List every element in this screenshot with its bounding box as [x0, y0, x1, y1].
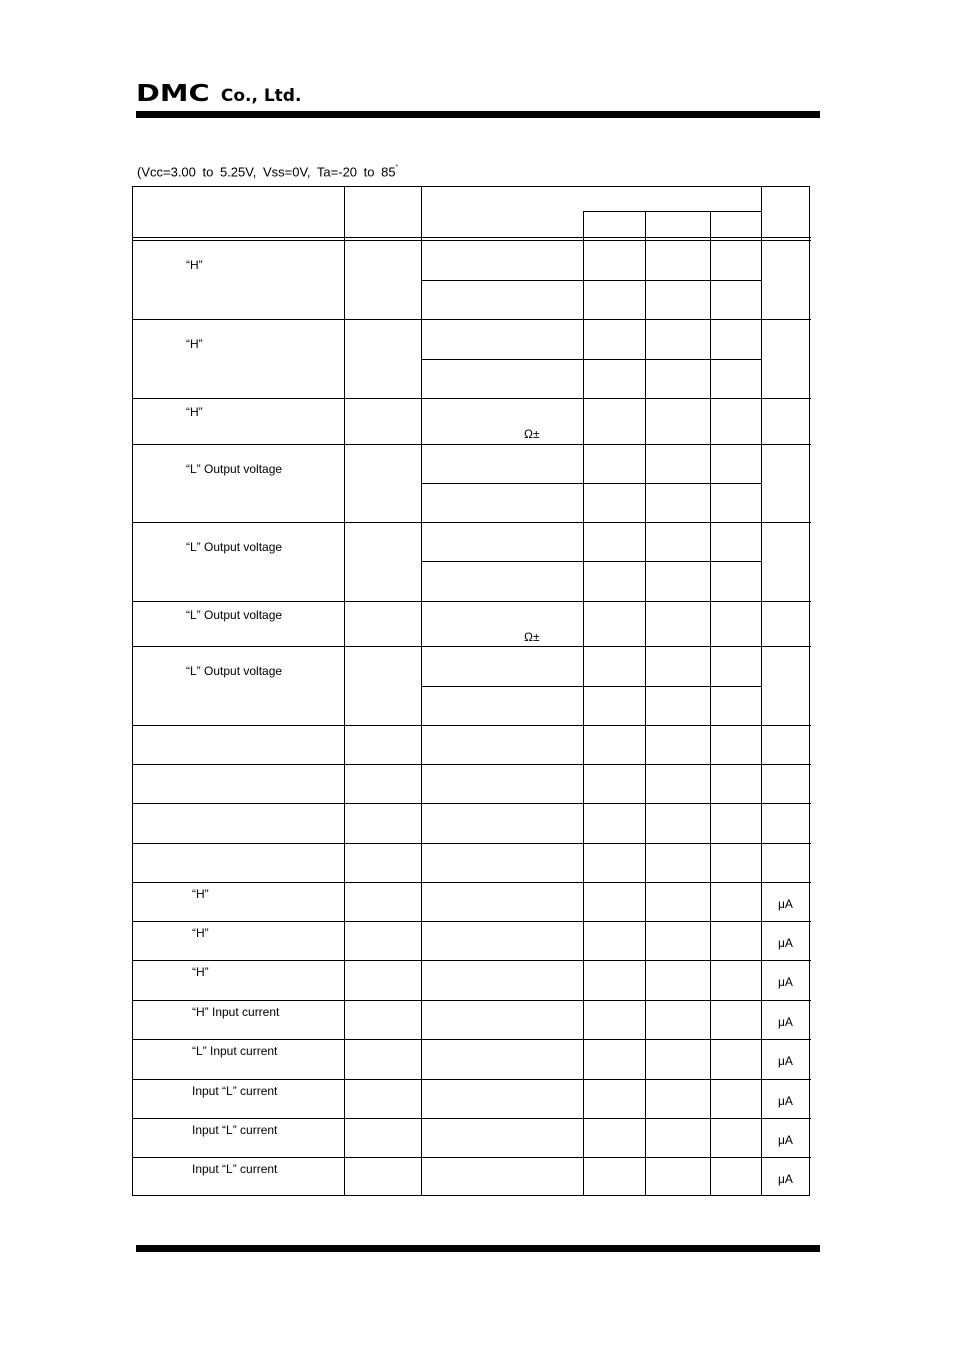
sub-row-divider: [421, 359, 762, 360]
row-divider: [132, 960, 811, 961]
row-divider: [132, 764, 811, 765]
parameter-label: “H”: [186, 337, 203, 351]
row-divider: [132, 843, 811, 844]
sub-row-divider: [421, 483, 762, 484]
unit-label: μA: [778, 1133, 793, 1147]
test-conditions-text: (Vcc=3.00 to 5.25V, Vss=0V, Ta=-20 to 85: [137, 164, 396, 180]
parameter-label: “H”: [186, 258, 203, 272]
unit-label: μA: [778, 1015, 793, 1029]
unit-label: μA: [778, 975, 793, 989]
parameter-label: “L” Output voltage: [186, 462, 283, 476]
row-divider: [132, 1039, 811, 1040]
parameter-label: “H”: [192, 887, 209, 901]
parameter-label: “L” Output voltage: [186, 664, 283, 678]
row-divider: [132, 921, 811, 922]
parameter-label: “L” Output voltage: [186, 608, 283, 622]
unit-label: μA: [778, 1094, 793, 1108]
parameter-label: Input “L” current: [192, 1162, 278, 1176]
row-divider: [132, 1079, 811, 1080]
row-divider: [132, 725, 811, 726]
footer-rule: [136, 1245, 820, 1252]
electrical-characteristics-table: [132, 186, 810, 1196]
row-divider: [132, 319, 811, 320]
header-subdivider: [583, 211, 762, 212]
logo-suffix: Co., Ltd.: [220, 86, 302, 106]
parameter-label: “H”: [192, 965, 209, 979]
column-divider: [421, 186, 422, 1196]
header-bottom-rule: [132, 240, 811, 241]
unit-label: μA: [778, 897, 793, 911]
row-divider: [132, 1157, 811, 1158]
sub-row-divider: [421, 280, 762, 281]
parameter-label: “H” Input current: [192, 1005, 280, 1019]
header-rule: [136, 111, 820, 118]
parameter-label: Input “L” current: [192, 1123, 278, 1137]
test-conditions: [137, 164, 398, 179]
row-divider: [132, 1000, 811, 1001]
parameter-label: “H”: [192, 926, 209, 940]
row-divider: [132, 1118, 811, 1119]
parameter-label: “H”: [186, 405, 203, 419]
unit-label: μA: [778, 1054, 793, 1068]
unit-label: μA: [778, 936, 793, 950]
row-divider: [132, 522, 811, 523]
degree-mark: ˚: [395, 164, 399, 173]
parameter-label: “L” Input current: [192, 1044, 278, 1058]
parameter-label: “L” Output voltage: [186, 540, 283, 554]
column-divider: [344, 186, 345, 1196]
column-divider: [761, 186, 762, 1196]
sub-row-divider: [421, 686, 762, 687]
condition-text: Ω±: [524, 427, 540, 441]
row-divider: [132, 444, 811, 445]
parameter-label: Input “L” current: [192, 1084, 278, 1098]
condition-text: Ω±: [524, 630, 540, 644]
row-divider: [132, 646, 811, 647]
header-bottom-rule: [132, 237, 811, 238]
logo-mark: DMC: [136, 81, 210, 107]
row-divider: [132, 601, 811, 602]
sub-row-divider: [421, 561, 762, 562]
row-divider: [132, 398, 811, 399]
unit-label: μA: [778, 1172, 793, 1186]
row-divider: [132, 803, 811, 804]
row-divider: [132, 882, 811, 883]
company-logo: [136, 82, 301, 106]
